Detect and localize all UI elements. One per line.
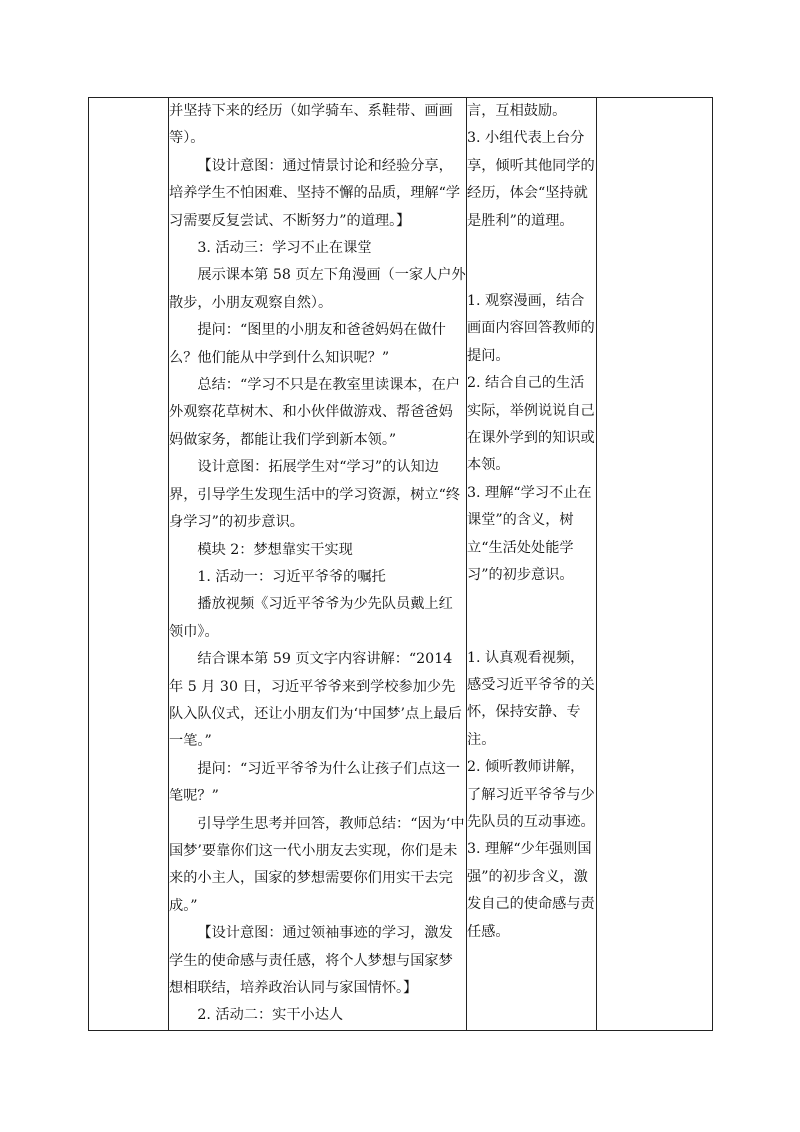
student-activity-cell (467, 98, 597, 1031)
teacher-paragraph: 结合课本第 59 页文字内容讲解：“2014 年 5 月 30 日，习近平爷爷来到学校参加少先队入队仪式，还让小朋友们为‘中国梦’点上最后一笔。” (169, 651, 462, 750)
teacher-paragraph: 模块 2：梦想靠实干实现 (197, 541, 353, 558)
student-paragraph: 3. 理解“少年强则国强”的初步含义，激发自己的使命感与责任感。 (467, 841, 595, 940)
teacher-activity-cell (169, 98, 467, 1031)
student-activity-group-1 (467, 98, 596, 235)
teacher-paragraph: 并坚持下来的经历（如学骑车、系鞋带、画画等）。 (169, 103, 453, 147)
teacher-paragraph: 总结：“学习不只是在教室里读课本，在户外观察花草树木、和小伙伴做游戏、帮爸爸妈妈做家务，都能让我们学到新本领。” (169, 377, 461, 448)
teacher-paragraph: 展示课本第 58 页左下角漫画（一家人户外散步，小朋友观察自然）。 (169, 267, 466, 311)
student-paragraph: 1. 认真观看视频，感受习近平爷爷的关怀，保持安静、专注。 (467, 649, 595, 748)
student-paragraph: 3. 理解“学习不止在课堂”的含义，树立“生活处处能学习”的初步意识。 (467, 484, 592, 584)
student-paragraph: 言，互相鼓励。 (467, 103, 567, 119)
teacher-activity-text (169, 98, 466, 1030)
student-paragraph: 1. 观察漫画，结合画面内容回答教师的提问。 (467, 293, 595, 364)
student-paragraph: 2. 结合自己的生活实际，举例说说自己在课外学到的知识或本领。 (467, 375, 595, 474)
teacher-paragraph: 提问：“图里的小朋友和爸爸妈妈在做什么？他们能从中学到什么知识呢？” (169, 322, 446, 366)
student-paragraph: 2. 倾听教师讲解，了解习近平爷爷与少先队员的互动事迹。 (467, 759, 595, 830)
teacher-paragraph: 【设计意图：通过情景讨论和经验分享，培养学生不怕困难、坚持不懈的品质，理解“学习需要反复尝试、不断努力”的道理。】 (169, 157, 461, 229)
student-activity-group-3 (467, 645, 596, 946)
teacher-paragraph: 【设计意图：通过领袖事迹的学习，激发学生的使命感与责任感，将个人梦想与国家梦想相联结，培养政治认同与家国情怀。】 (169, 925, 453, 996)
teacher-paragraph: 3. 活动三：学习不止在课堂 (197, 240, 372, 257)
teacher-paragraph: 播放视频《习近平爷爷为少先队员戴上红领巾》。 (169, 596, 453, 640)
teacher-paragraph: 设计意图：拓展学生对“学习”的认知边界，引导学生发现生活中的学习资源，树立“终身学习”的初步意识。 (169, 459, 461, 531)
student-activity-group-2 (467, 288, 596, 589)
empty-right-cell (597, 98, 713, 1031)
student-paragraph: 3. 小组代表上台分享，倾听其他同学的经历，体会“坚持就是胜利”的道理。 (467, 130, 595, 229)
teacher-paragraph: 2. 活动二：实干小达人 (197, 1007, 344, 1024)
table-row (89, 98, 713, 1031)
lesson-plan-table (88, 97, 713, 1031)
teacher-paragraph: 1. 活动一：习近平爷爷的嘱托 (197, 568, 386, 585)
teacher-paragraph: 引导学生思考并回答，教师总结：“因为‘中国梦’要靠你们这一代小朋友去实现，你们是未来的小主人，国家的梦想需要你们用实干去完成。” (169, 815, 465, 914)
empty-left-cell (89, 98, 169, 1031)
teacher-paragraph: 提问：“习近平爷爷为什么让孩子们点这一笔呢？” (169, 760, 461, 805)
